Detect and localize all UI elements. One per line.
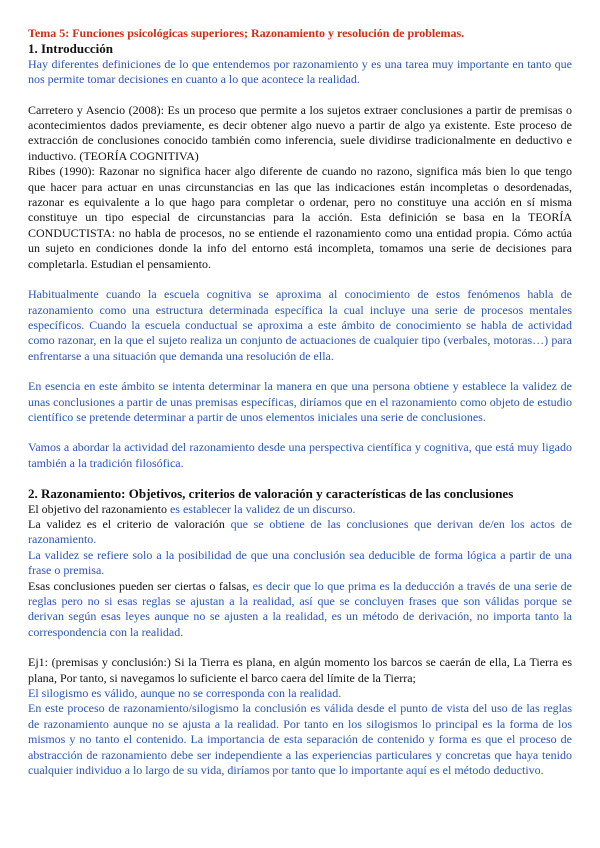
objetivo-highlight: es establecer la validez de un discurso.	[169, 501, 356, 516]
vamos-paragraph: Vamos a abordar la actividad del razonamiento desde una perspectiva científica y cognitiva, que está muy ligado también a la tradición filosófica.	[28, 440, 572, 470]
spacer	[28, 364, 572, 379]
intro-paragraph: Hay diferentes definiciones de lo que entendemos por razonamiento y es una tarea muy importante en tanto que nos permite tomar decisiones en cuanto a lo que acontece la realidad.	[28, 56, 572, 87]
ejemplo-1-paragraph: Ej1: (premisas y conclusión:) Si la Tierra es plana, en algún momento los barcos se caerán de ella, La Tierra es plana, Por tanto, si navegamos lo suficiente el barco caera del límite de la Tierra;	[28, 655, 572, 685]
habitualmente-paragraph: Habitualmente cuando la escuela cognitiva se aproxima al conocimiento de estos fenómenos habla de razonamiento como una estructura determinada específica la cual incluye una serie de procesos mentales específicos. Cuando la escuela conductual se aproxima a este ámbito de conocimiento se habla de actividad como razonar, en la que el sujeto realiza un conjunto de actuaciones de cualquier tipo (verbales, motoras…) para enfrentarse a una situación que demanda una resolución de ella.	[28, 287, 572, 363]
conclusiones-highlight: es decir que lo que prima es la deducción a través de una serie de reglas pero no si esas reglas se ajustan a la realidad, así que se concluyen frases que son válidas porque se derivan según esas leyes aunque no se ajusten a la realidad, es un método de derivación, no importa tanto la correspondencia con la realidad.	[28, 578, 572, 639]
spacer	[28, 640, 572, 655]
objetivo-text: El objetivo del razonamiento	[28, 501, 170, 516]
section-1-heading: 1. Introducción	[28, 41, 113, 57]
validez-refiere-paragraph: La validez se refiere solo a la posibilidad de que una conclusión sea deducible de forma lógica a partir de una frase o premisa.	[28, 547, 572, 578]
silogismo-paragraph: El silogismo es válido, aunque no se corresponda con la realidad.	[28, 686, 342, 701]
conclusiones-paragraph	[28, 579, 572, 641]
section-2-heading: 2. Razonamiento: Objetivos, criterios de valoración y características de las conclusiones	[28, 486, 514, 502]
conclusiones-text: Esas conclusiones pueden ser ciertas o falsas,	[28, 578, 253, 593]
validez-text: La validez es el criterio de valoración	[28, 516, 231, 531]
objetivo-paragraph	[28, 502, 572, 517]
spacer	[28, 471, 572, 486]
validez-paragraph	[28, 517, 572, 548]
validez-highlight: que se obtiene de las conclusiones que derivan de/en los actos de razonamiento.	[28, 516, 572, 547]
proceso-paragraph: En este proceso de razonamiento/silogismo la conclusión es válida desde el punto de vista del uso de las reglas de razonamiento aunque no se ajusta a la realidad. Por tanto en los silogismos lo principal es la forma de los mismos y no tanto el contenido. La importancia de esta separación de contenido y forma es que el proceso de abstracción de razonamiento debe ser independiente a las experiencias particulares y concretas que haya tenido cualquier individuo a lo largo de su vida, diríamos por tanto que lo importante aquí es el método deductivo.	[28, 701, 572, 778]
spacer	[28, 88, 572, 103]
carretero-paragraph: Carretero y Asencio (2008): Es un proceso que permite a los sujetos extraer conclusiones a partir de premisas o acontecimientos dados previamente, es decir obtener algo nuevo a partir de algo ya existente. Este proceso de extracción de conclusiones conocido también como inferencia, suele dividirse tradicionalmente en deductivo e inductivo. (TEORÍA COGNITIVA)	[28, 102, 572, 163]
esencia-paragraph: En esencia en este ámbito se intenta determinar la manera en que una persona obtiene y establece la validez de unas conclusiones a partir de unas premisas específicas, diríamos que en el razonamiento como objeto de estudio científico se pretende determinar a partir de unos elementos iniciales una serie de conclusiones.	[28, 379, 572, 424]
spacer	[28, 425, 572, 440]
document-title: Tema 5: Funciones psicológicas superiores; Razonamiento y resolución de problemas.	[28, 26, 465, 40]
spacer	[28, 272, 572, 287]
ribes-paragraph: Ribes (1990): Razonar no significa hacer algo diferente de cuando no razono, significa más bien lo que tengo que hacer para actuar en unas circunstancias en las que las indicaciones están incompletas o desordenadas, razonar es equivalente a lo que hago para completar o ordenar, pero no constituye una acción en sí misma constituye un tipo especial de circunstancias para la acción. Esta definición se basa en la TEORÍA CONDUCTISTA: no habla de procesos, no se entiende el razonamiento como una entidad propia. Cómo actúa un sujeto en condiciones donde la info del entorno está incompleta, tomamos una serie de decisiones para completarla. Estudian el pensamiento.	[28, 164, 572, 271]
